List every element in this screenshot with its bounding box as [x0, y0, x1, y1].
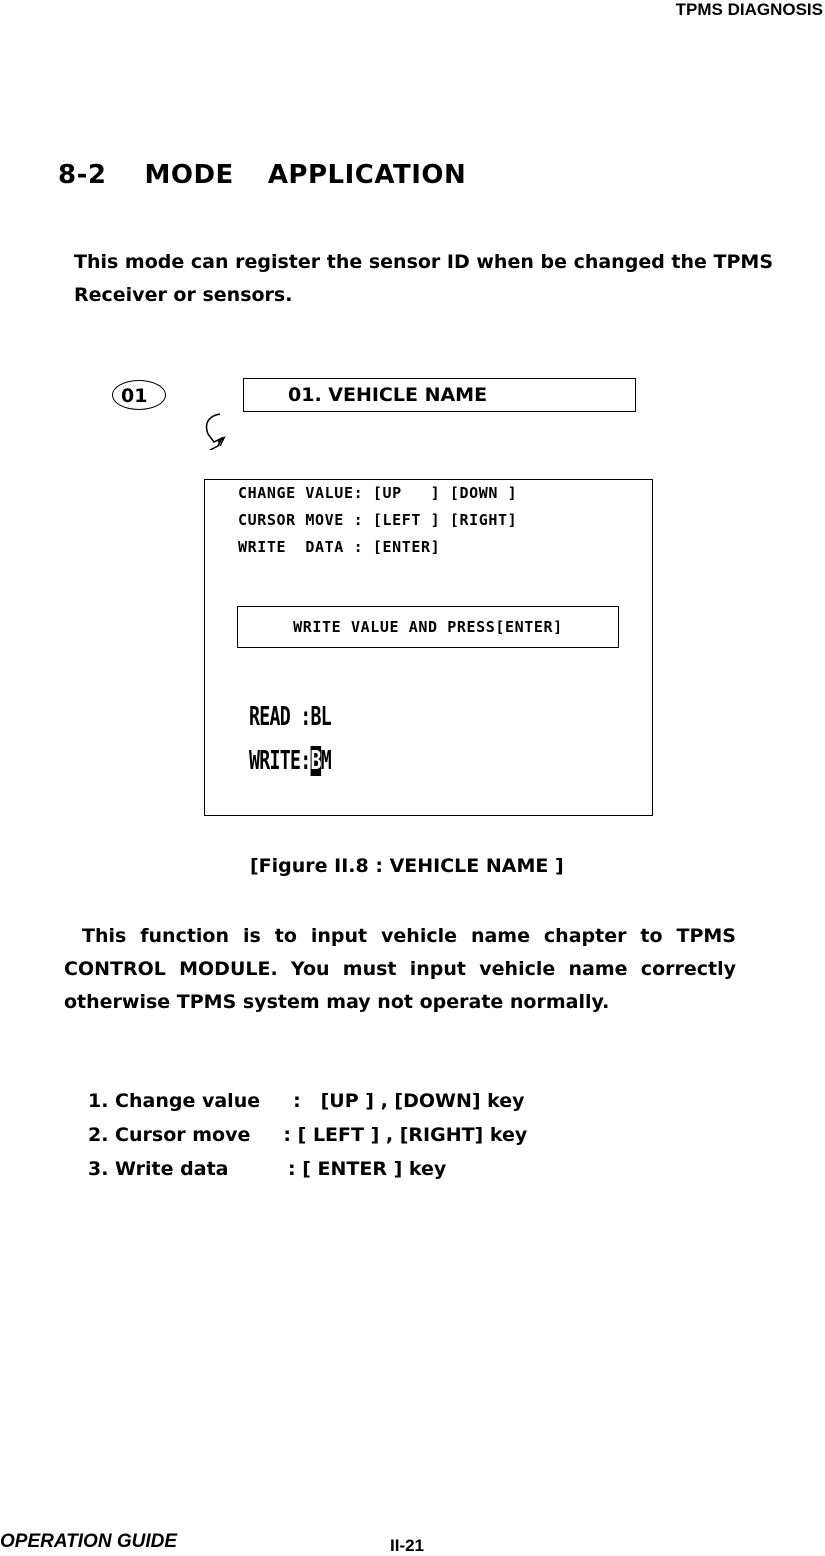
description-paragraph — [64, 920, 736, 1019]
page-header: TPMS DIAGNOSIS — [675, 0, 823, 19]
read-label: READ : — [249, 702, 311, 732]
screen-help-write: WRITE DATA : [ENTER] — [238, 538, 441, 556]
write-label: WRITE: — [249, 746, 311, 776]
scanner-screen — [204, 479, 653, 816]
footer-guide: OPERATION GUIDE — [0, 1531, 177, 1552]
key-item-1: 1. Change value : [UP ] , [DOWN] key — [88, 1090, 525, 1112]
write-cursor: B — [310, 746, 321, 776]
section-title-word1: MODE — [144, 160, 234, 190]
return-arrow-icon — [200, 410, 230, 450]
menu-code-oval: 01 — [112, 380, 166, 410]
figure-caption: [Figure II.8 : VEHICLE NAME ] — [250, 855, 564, 877]
screen-prompt-box: WRITE VALUE AND PRESS[ENTER] — [237, 606, 619, 648]
footer-page-number: II-21 — [390, 1536, 425, 1555]
description-text: This function is to input vehicle name chapter to TPMS CONTROL MODULE. You must input vehicle name correctly otherwise TPMS system may not operate normally. — [64, 925, 736, 1013]
screen-write-row — [249, 746, 331, 776]
key-item-2: 2. Cursor move : [ LEFT ] , [RIGHT] key — [88, 1124, 528, 1146]
intro-text: This mode can register the sensor ID when be changed the TPMS Receiver or sensors. — [74, 251, 774, 306]
read-value: BL — [310, 702, 332, 732]
section-number: 8-2 — [58, 160, 107, 190]
menu-item-box: 01. VEHICLE NAME — [243, 378, 636, 412]
section-title-word2: APPLICATION — [267, 160, 467, 190]
key-item-3: 3. Write data : [ ENTER ] key — [88, 1158, 447, 1180]
screen-read-row — [249, 702, 331, 732]
screen-help-change: CHANGE VALUE: [UP ] [DOWN ] — [238, 484, 518, 502]
section-title — [58, 160, 466, 190]
write-value: M — [320, 746, 332, 776]
screen-help-cursor: CURSOR MOVE : [LEFT ] [RIGHT] — [238, 511, 518, 529]
